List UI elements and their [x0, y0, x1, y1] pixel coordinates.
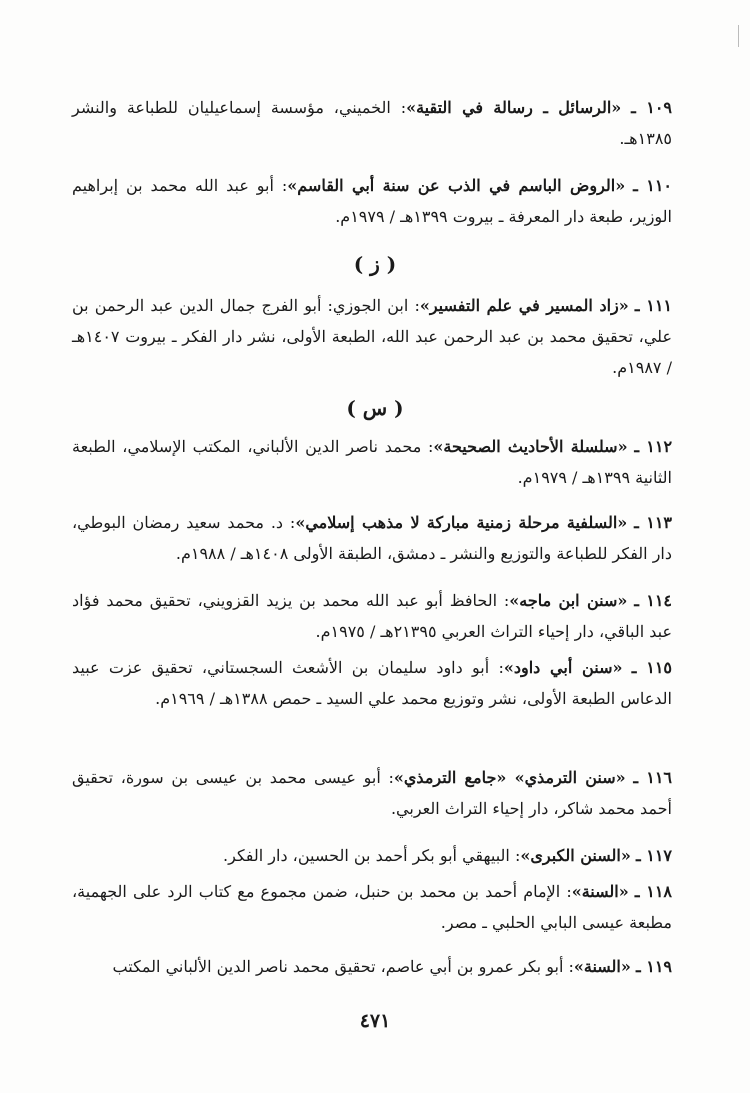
bibliography-entry	[72, 876, 672, 938]
entry-number: ١١٤ ـ	[634, 591, 672, 610]
entry-number: ١١٠ ـ	[633, 176, 673, 195]
scan-edge-mark	[738, 25, 744, 47]
entry-details: : الخميني، مؤسسة إسماعيليان للطباعة والنشر ١٣٨٥هـ.	[72, 98, 672, 148]
entry-number: ١٠٩ ـ	[631, 98, 672, 117]
entry-title: «سنن ابن ماجه»	[509, 591, 628, 610]
entry-details: : محمد ناصر الدين الألباني، المكتب الإسلامي، الطبعة الثانية ١٣٩٩هـ / ١٩٧٩م.	[72, 437, 672, 487]
entry-number: ١١٧ ـ	[635, 846, 672, 865]
bibliography-entry	[72, 170, 672, 232]
entry-details: : أبو عيسى محمد بن عيسى بن سورة، تحقيق أحمد محمد شاكر، دار إحياء التراث العربي.	[72, 768, 672, 818]
bibliography-entry	[72, 762, 672, 824]
bibliography-entry	[72, 585, 672, 647]
entry-title: «سنن الترمذي» «جامع الترمذي»	[393, 768, 626, 787]
entry-number: ١١٨ ـ	[634, 882, 673, 901]
entry-details: : أبو داود سليمان بن الأشعث السجستاني، تحقيق عزت عبيد الدعاس الطبعة الأولى، نشر وتوزيع محمد علي السيد ـ حمص ١٣٨٨هـ / ١٩٦٩م.	[72, 658, 672, 708]
entry-title: «الروض الباسم في الذب عن سنة أبي القاسم»	[287, 176, 626, 195]
entry-title: «زاد المسير في علم التفسير»	[419, 296, 629, 315]
entry-title: «الرسائل ـ رسالة في التقية»	[406, 98, 622, 117]
bibliography-entry	[72, 951, 672, 982]
entry-title: «السنة»	[571, 882, 629, 901]
entry-title: «السلفية مرحلة زمنية مباركة لا مذهب إسلامي»	[295, 513, 628, 532]
entry-number: ١١٦ ـ	[633, 768, 672, 787]
bibliography-entry	[72, 652, 672, 714]
entry-title: «السنة»	[573, 957, 631, 976]
entry-details: : الحافظ أبو عبد الله محمد بن يزيد القزويني، تحقيق محمد فؤاد عبد الباقي، دار إحياء التراث العربي ٢١٣٩٥هـ / ١٩٧٥م.	[72, 591, 672, 641]
bibliography-entry	[72, 290, 672, 383]
entry-title: «سنن أبي داود»	[503, 658, 623, 677]
section-heading-sin: ( س )	[346, 396, 404, 420]
page-number: ٤٧١	[359, 1010, 391, 1032]
entry-details: : أبو بكر عمرو بن أبي عاصم، تحقيق محمد ناصر الدين الألباني المكتب	[112, 957, 574, 976]
bibliography-entry	[72, 92, 672, 154]
entry-number: ١١٩ ـ	[635, 957, 672, 976]
entry-number: ١١١ ـ	[634, 296, 672, 315]
entry-number: ١١٥ ـ	[631, 658, 672, 677]
entry-details: : البيهقي أبو بكر أحمد بن الحسين، دار الفكر.	[223, 846, 521, 865]
bibliography-entry	[72, 840, 672, 871]
section-heading-zay: ( ز )	[353, 252, 397, 276]
bibliography-entry	[72, 507, 672, 569]
entry-title: «سلسلة الأحاديث الصحيحة»	[433, 437, 628, 456]
entry-details: : د. محمد سعيد رمضان البوطي، دار الفكر للطباعة والتوزيع والنشر ـ دمشق، الطبقة الأولى ١٤٠٨هـ / ١٩٨٨م.	[72, 513, 672, 563]
entry-number: ١١٣ ـ	[634, 513, 672, 532]
bibliography-entry	[72, 431, 672, 493]
entry-details: : الإمام أحمد بن محمد بن حنبل، ضمن مجموع مع كتاب الرد على الجهمية، مطبعة عيسى البابي الحلبي ـ مصر.	[72, 882, 672, 932]
entry-details: : أبو عبد الله محمد بن إبراهيم الوزير، طبعة دار المعرفة ـ بيروت ١٣٩٩هـ / ١٩٧٩م.	[72, 176, 672, 226]
entry-details: : ابن الجوزي: أبو الفرج جمال الدين عبد الرحمن بن علي، تحقيق محمد بن عبد الرحمن عبد الله، الطبعة الأولى، نشر دار الفكر ـ بيروت ١٤٠٧هـ / ١٩٨٧م.	[72, 296, 672, 377]
entry-title: «السنن الكبرى»	[520, 846, 631, 865]
entry-number: ١١٢ ـ	[634, 437, 673, 456]
